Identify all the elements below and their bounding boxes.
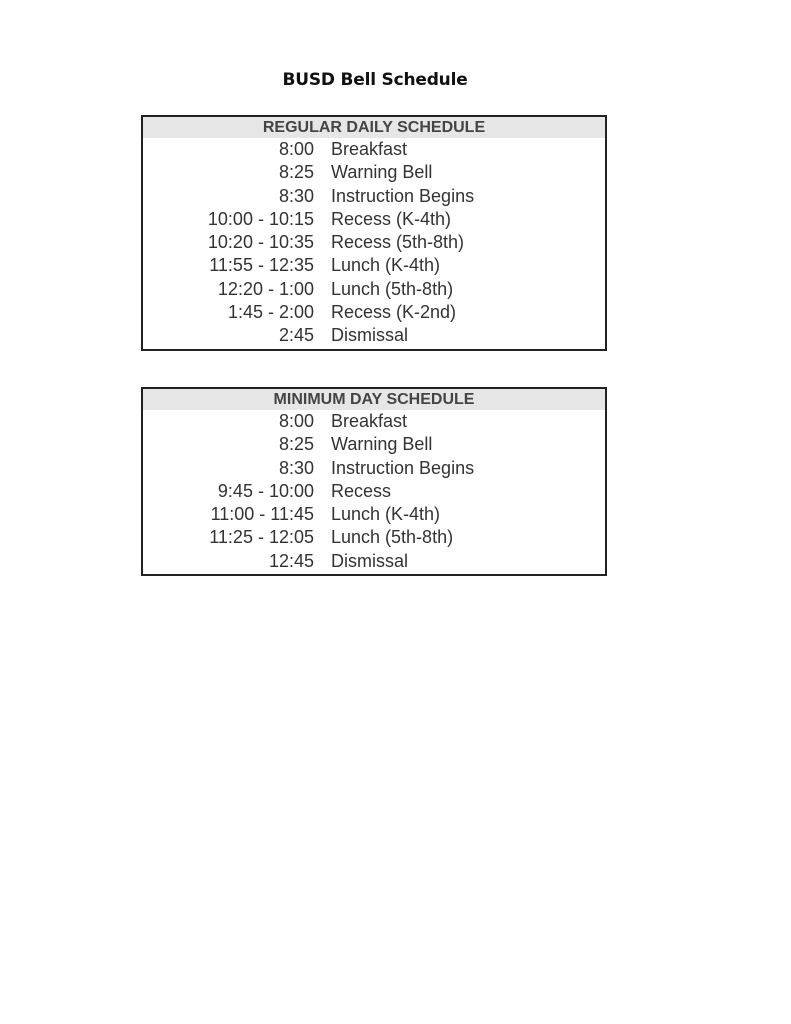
- time-cell: 1:45 - 2:00: [227, 302, 314, 323]
- event-cell: Recess (K-4th): [331, 208, 452, 229]
- page-title: BUSD Bell Schedule: [282, 70, 468, 90]
- event-cell: Dismissal: [331, 550, 409, 571]
- event-cell: Recess: [331, 480, 392, 501]
- event-cell: Dismissal: [331, 325, 409, 346]
- event-cell: Lunch (5th-8th): [331, 527, 454, 548]
- regular-schedule-table: [141, 115, 607, 351]
- time-cell: 11:55 - 12:35: [209, 255, 314, 276]
- event-cell: Recess (5th-8th): [331, 232, 465, 253]
- event-cell: Warning Bell: [331, 162, 433, 183]
- event-cell: Instruction Begins: [331, 457, 475, 478]
- time-cell: 8:25: [278, 162, 314, 183]
- time-cell: 8:00: [278, 411, 314, 431]
- event-cell: Breakfast: [331, 139, 408, 159]
- table-row: [143, 278, 605, 301]
- event-cell: Breakfast: [331, 411, 408, 431]
- time-cell: 12:45: [268, 550, 314, 571]
- time-cell: 10:20 - 10:35: [207, 232, 314, 253]
- event-cell: Instruction Begins: [331, 185, 475, 206]
- table-row: [143, 138, 605, 161]
- time-cell: 8:00: [278, 139, 314, 159]
- event-cell: Lunch (K-4th): [331, 504, 441, 525]
- table-row: [143, 208, 605, 231]
- table-row: [143, 526, 605, 549]
- table-row: [143, 185, 605, 208]
- time-cell: 11:00 - 11:45: [210, 504, 314, 525]
- table-row: [143, 324, 605, 347]
- table-row: [143, 410, 605, 433]
- table-row: [143, 254, 605, 277]
- time-cell: 8:30: [278, 185, 314, 206]
- table-row: [143, 503, 605, 526]
- event-cell: Recess (K-2nd): [331, 302, 457, 323]
- table-row: [143, 433, 605, 456]
- event-cell: Lunch (5th-8th): [331, 278, 454, 299]
- regular-schedule-rows: [143, 138, 605, 348]
- table-row: [143, 231, 605, 254]
- time-cell: 2:45: [278, 325, 314, 346]
- table-row: [143, 301, 605, 324]
- time-cell: 8:30: [278, 457, 314, 478]
- time-cell: 8:25: [278, 434, 314, 455]
- table-row: [143, 457, 605, 480]
- time-cell: 12:20 - 1:00: [217, 278, 314, 299]
- table-row: [143, 550, 605, 573]
- time-cell: 11:25 - 12:05: [209, 527, 314, 548]
- regular-schedule-header: REGULAR DAILY SCHEDULE: [143, 117, 605, 138]
- event-cell: Warning Bell: [331, 434, 433, 455]
- event-cell: Lunch (K-4th): [331, 255, 441, 276]
- minimum-schedule-header: MINIMUM DAY SCHEDULE: [143, 389, 605, 410]
- minimum-schedule-table: [141, 387, 607, 576]
- table-row: [143, 161, 605, 184]
- time-cell: 10:00 - 10:15: [207, 208, 314, 229]
- minimum-schedule-rows: [143, 410, 605, 573]
- table-row: [143, 480, 605, 503]
- time-cell: 9:45 - 10:00: [217, 480, 314, 501]
